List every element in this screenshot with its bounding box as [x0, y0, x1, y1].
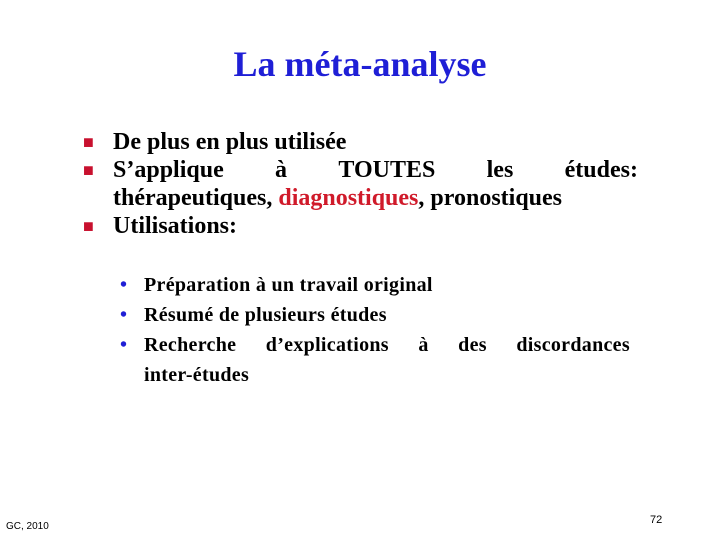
word: les	[486, 157, 514, 183]
word: des	[458, 334, 487, 356]
bullet-item-scope	[78, 156, 638, 212]
text-part: thérapeutiques,	[113, 185, 279, 211]
footer-author-year: GC, 2010	[6, 521, 49, 532]
word: à	[418, 334, 429, 356]
dot-bullet-icon: •	[120, 334, 128, 356]
square-bullet-icon: ■	[83, 160, 94, 180]
word: TOUTES	[338, 157, 436, 183]
square-bullet-icon: ■	[83, 132, 94, 152]
main-bullet-list	[78, 128, 638, 240]
dot-bullet-icon: •	[120, 304, 128, 326]
square-bullet-icon: ■	[83, 216, 94, 236]
bullet-text-line-2	[113, 184, 638, 212]
sub-bullet-text: Préparation à un travail original	[144, 274, 433, 296]
bullet-text: De plus en plus utilisée	[113, 129, 347, 155]
bullet-item-usage	[78, 128, 638, 156]
word: à	[275, 157, 288, 183]
sub-bullet-list	[118, 270, 630, 390]
sub-bullet-item	[118, 270, 630, 300]
bullet-text-line-1	[113, 156, 638, 184]
sub-bullet-text-line-2: inter-études	[144, 364, 250, 386]
text-part: , pronostiques	[418, 185, 563, 211]
word: études:	[564, 157, 638, 183]
sub-bullet-item	[118, 300, 630, 330]
sub-bullet-text-line-1	[144, 330, 630, 360]
sub-bullet-item	[118, 330, 630, 390]
sub-bullet-text: Résumé de plusieurs études	[144, 304, 387, 326]
slide-title: La méta-analyse	[233, 44, 487, 84]
bullet-text: Utilisations:	[113, 213, 238, 239]
highlighted-text: diagnostiques	[278, 185, 419, 211]
bullet-item-uses	[78, 212, 638, 240]
word: Recherche	[144, 334, 237, 356]
word: discordances	[516, 334, 630, 356]
page-number: 72	[650, 514, 663, 526]
dot-bullet-icon: •	[120, 274, 128, 296]
word: d’explications	[265, 334, 389, 356]
word: S’applique	[113, 157, 224, 183]
